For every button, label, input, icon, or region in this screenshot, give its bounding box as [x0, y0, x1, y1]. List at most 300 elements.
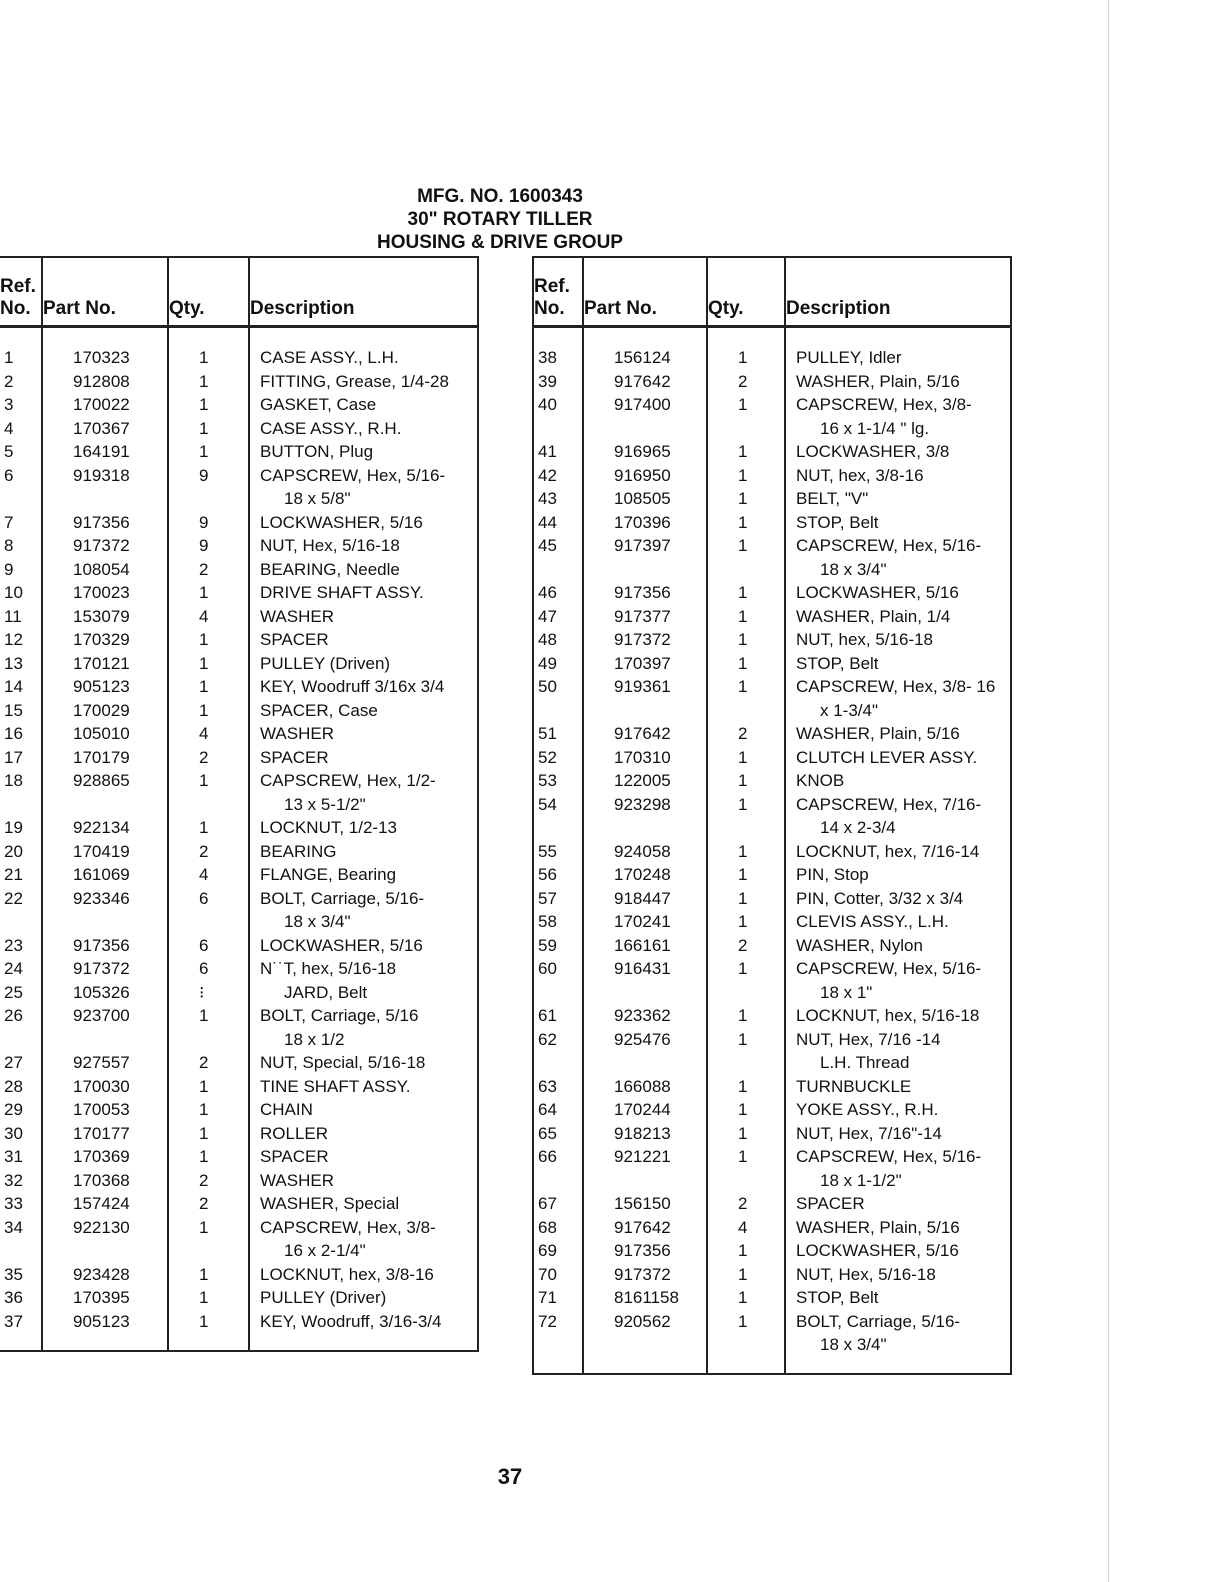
quantity: 1 [707, 327, 785, 370]
description: DRIVE SHAFT ASSY. [249, 581, 478, 605]
quantity: 2 [168, 746, 249, 770]
description: WASHER [249, 722, 478, 746]
ref-number: 26 [0, 1004, 42, 1028]
quantity: 1 [707, 863, 785, 887]
quantity [168, 1239, 249, 1263]
quantity: 2 [707, 1192, 785, 1216]
part-number [42, 487, 168, 511]
part-number [583, 981, 707, 1005]
quantity: 9 [168, 464, 249, 488]
table-row [533, 675, 1011, 699]
part-number: 922134 [42, 816, 168, 840]
quantity [707, 417, 785, 441]
col-header-part: Part No. [583, 257, 707, 327]
description: SPACER [249, 746, 478, 770]
description: FITTING, Grease, 1/4-28 [249, 370, 478, 394]
description: 18 x 1/2 [249, 1028, 478, 1052]
description: KNOB [785, 769, 1011, 793]
quantity: 1 [707, 1028, 785, 1052]
ref-number: 71 [533, 1286, 583, 1310]
ref-number: 2 [0, 370, 42, 394]
table-row [0, 1028, 478, 1052]
description: LOCKWASHER, 5/16 [785, 581, 1011, 605]
table-row [533, 1028, 1011, 1052]
quantity: 2 [707, 370, 785, 394]
quantity: ⁝ [168, 981, 249, 1005]
description: x 1-3/4" [785, 699, 1011, 723]
part-number: 170241 [583, 910, 707, 934]
description: CAPSCREW, Hex, 7/16- [785, 793, 1011, 817]
table-row [533, 910, 1011, 934]
ref-number: 32 [0, 1169, 42, 1193]
part-number: 156150 [583, 1192, 707, 1216]
description: TINE SHAFT ASSY. [249, 1075, 478, 1099]
part-number [583, 1051, 707, 1075]
part-number [583, 417, 707, 441]
description: CASE ASSY., L.H. [249, 327, 478, 370]
ref-number: 58 [533, 910, 583, 934]
part-number [583, 1169, 707, 1193]
table-row [533, 417, 1011, 441]
table-row [0, 1216, 478, 1240]
part-number: 156124 [583, 327, 707, 370]
ref-number: 46 [533, 581, 583, 605]
description: CAPSCREW, Hex, 5/16- [785, 1145, 1011, 1169]
part-number: 920562 [583, 1310, 707, 1334]
ref-number: 22 [0, 887, 42, 911]
quantity: 1 [707, 487, 785, 511]
quantity: 2 [707, 722, 785, 746]
description: SPACER, Case [249, 699, 478, 723]
part-number: 105010 [42, 722, 168, 746]
description: BELT, "V" [785, 487, 1011, 511]
ref-number: 51 [533, 722, 583, 746]
ref-number: 69 [533, 1239, 583, 1263]
ref-number: 18 [0, 769, 42, 793]
ref-number: 41 [533, 440, 583, 464]
quantity: 1 [168, 1098, 249, 1122]
quantity: 1 [707, 1310, 785, 1334]
quantity: 1 [168, 1075, 249, 1099]
quantity: 1 [707, 840, 785, 864]
table-row [533, 887, 1011, 911]
table-row [0, 581, 478, 605]
part-number: 905123 [42, 1310, 168, 1351]
description: SPACER [249, 1145, 478, 1169]
description: BEARING [249, 840, 478, 864]
ref-number: 7 [0, 511, 42, 535]
col-header-ref-text: Ref. No. [534, 276, 570, 319]
table-row [0, 1169, 478, 1193]
description: 14 x 2-3/4 [785, 816, 1011, 840]
ref-number: 64 [533, 1098, 583, 1122]
description: 18 x 3/4" [249, 910, 478, 934]
ref-number: 61 [533, 1004, 583, 1028]
quantity: 4 [707, 1216, 785, 1240]
quantity: 1 [707, 1286, 785, 1310]
quantity: 2 [168, 840, 249, 864]
ref-number [533, 1169, 583, 1193]
part-number: 170395 [42, 1286, 168, 1310]
part-number: 170023 [42, 581, 168, 605]
description: LOCKNUT, 1/2-13 [249, 816, 478, 840]
table-row [0, 769, 478, 793]
description: BOLT, Carriage, 5/16 [249, 1004, 478, 1028]
table-row [533, 840, 1011, 864]
part-number [42, 793, 168, 817]
table-row [0, 370, 478, 394]
ref-number: 42 [533, 464, 583, 488]
quantity: 1 [707, 675, 785, 699]
description: CAPSCREW, Hex, 5/16- [249, 464, 478, 488]
part-number: 916950 [583, 464, 707, 488]
table-row [533, 769, 1011, 793]
part-number: 161069 [42, 863, 168, 887]
table-row [0, 534, 478, 558]
description: STOP, Belt [785, 1286, 1011, 1310]
quantity: 1 [707, 887, 785, 911]
description: WASHER, Plain, 5/16 [785, 722, 1011, 746]
quantity: 1 [707, 1075, 785, 1099]
table-row [533, 440, 1011, 464]
ref-number: 1 [0, 327, 42, 370]
description: CLUTCH LEVER ASSY. [785, 746, 1011, 770]
quantity: 1 [707, 393, 785, 417]
quantity: 1 [168, 628, 249, 652]
ref-number: 54 [533, 793, 583, 817]
table-row [0, 1075, 478, 1099]
ref-number: 5 [0, 440, 42, 464]
ref-number: 50 [533, 675, 583, 699]
ref-number: 65 [533, 1122, 583, 1146]
part-number: 923298 [583, 793, 707, 817]
table-row [533, 793, 1011, 817]
part-number: 912808 [42, 370, 168, 394]
part-number [583, 558, 707, 582]
part-number: 170368 [42, 1169, 168, 1193]
part-number: 170369 [42, 1145, 168, 1169]
ref-number [533, 1051, 583, 1075]
quantity: 6 [168, 957, 249, 981]
description: PIN, Cotter, 3/32 x 3/4 [785, 887, 1011, 911]
description: KEY, Woodruff 3/16x 3/4 [249, 675, 478, 699]
ref-number: 63 [533, 1075, 583, 1099]
ref-number: 60 [533, 957, 583, 981]
part-number: 917356 [583, 581, 707, 605]
table-row [533, 1263, 1011, 1287]
ref-number: 36 [0, 1286, 42, 1310]
part-number: 917356 [42, 511, 168, 535]
part-number: 917356 [583, 1239, 707, 1263]
table-row [0, 1263, 478, 1287]
ref-number: 72 [533, 1310, 583, 1334]
part-number [583, 1333, 707, 1374]
quantity: 1 [168, 370, 249, 394]
ref-number: 21 [0, 863, 42, 887]
part-number: 108054 [42, 558, 168, 582]
part-number [42, 1028, 168, 1052]
part-number: 917642 [583, 1216, 707, 1240]
table-row [0, 840, 478, 864]
part-number: 917642 [583, 370, 707, 394]
part-number: 170244 [583, 1098, 707, 1122]
ref-number: 3 [0, 393, 42, 417]
table-row [533, 816, 1011, 840]
col-header-ref [0, 257, 42, 327]
table-row [533, 327, 1011, 370]
table-row [0, 1192, 478, 1216]
part-number: 170030 [42, 1075, 168, 1099]
ref-number: 59 [533, 934, 583, 958]
part-number: 170329 [42, 628, 168, 652]
description: WASHER, Plain, 1/4 [785, 605, 1011, 629]
part-number: 170396 [583, 511, 707, 535]
description: 18 x 1" [785, 981, 1011, 1005]
table-row [0, 722, 478, 746]
ref-number: 70 [533, 1263, 583, 1287]
part-number: 170029 [42, 699, 168, 723]
quantity [707, 1169, 785, 1193]
table-row [0, 981, 478, 1005]
description: LOCKNUT, hex, 7/16-14 [785, 840, 1011, 864]
ref-number: 15 [0, 699, 42, 723]
description: LOCKNUT, hex, 5/16-18 [785, 1004, 1011, 1028]
ref-number: 16 [0, 722, 42, 746]
ref-number: 17 [0, 746, 42, 770]
description: WASHER, Plain, 5/16 [785, 1216, 1011, 1240]
description: CAPSCREW, Hex, 3/8- 16 [785, 675, 1011, 699]
table-row [533, 981, 1011, 1005]
quantity: 6 [168, 887, 249, 911]
ref-number: 62 [533, 1028, 583, 1052]
table-row [533, 511, 1011, 535]
table-row [0, 1145, 478, 1169]
description: JARD, Belt [249, 981, 478, 1005]
parts-table-right [532, 256, 1012, 1375]
quantity: 1 [168, 1216, 249, 1240]
col-header-ref [533, 257, 583, 327]
quantity: 1 [707, 1122, 785, 1146]
ref-number [0, 1028, 42, 1052]
description: PIN, Stop [785, 863, 1011, 887]
part-number: 170121 [42, 652, 168, 676]
table-row [533, 1286, 1011, 1310]
quantity [168, 793, 249, 817]
part-number: 928865 [42, 769, 168, 793]
table-row [533, 1004, 1011, 1028]
ref-number [0, 793, 42, 817]
quantity: 1 [707, 1239, 785, 1263]
ref-number: 48 [533, 628, 583, 652]
ref-number: 39 [533, 370, 583, 394]
ref-number: 35 [0, 1263, 42, 1287]
table-row [533, 957, 1011, 981]
description: 18 x 3/4" [785, 558, 1011, 582]
part-number: 925476 [583, 1028, 707, 1052]
description: NUT, hex, 3/8-16 [785, 464, 1011, 488]
quantity: 1 [168, 816, 249, 840]
description: BOLT, Carriage, 5/16- [249, 887, 478, 911]
quantity: 1 [707, 1098, 785, 1122]
part-number: 918213 [583, 1122, 707, 1146]
part-number: 917372 [583, 628, 707, 652]
quantity: 1 [707, 440, 785, 464]
table-row [533, 1075, 1011, 1099]
ref-number [533, 699, 583, 723]
quantity: 9 [168, 534, 249, 558]
quantity: 2 [707, 934, 785, 958]
description: CAPSCREW, Hex, 3/8- [249, 1216, 478, 1240]
ref-number: 6 [0, 464, 42, 488]
ref-number: 8 [0, 534, 42, 558]
ref-number: 67 [533, 1192, 583, 1216]
description: CAPSCREW, Hex, 5/16- [785, 957, 1011, 981]
table-row [533, 1239, 1011, 1263]
description: BUTTON, Plug [249, 440, 478, 464]
part-number: 170323 [42, 327, 168, 370]
quantity: 1 [707, 793, 785, 817]
table-row [533, 464, 1011, 488]
table-row [533, 1216, 1011, 1240]
quantity: 1 [707, 464, 785, 488]
description: BOLT, Carriage, 5/16- [785, 1310, 1011, 1334]
quantity [707, 981, 785, 1005]
quantity: 1 [168, 769, 249, 793]
page-number: 37 [497, 1464, 523, 1489]
ref-number: 31 [0, 1145, 42, 1169]
table-row [0, 957, 478, 981]
quantity [168, 910, 249, 934]
quantity: 1 [168, 1122, 249, 1146]
col-header-part: Part No. [42, 257, 168, 327]
col-header-desc: Description [249, 257, 478, 327]
page-edge-rule [1108, 0, 1109, 1582]
part-number: 917372 [583, 1263, 707, 1287]
ref-number: 47 [533, 605, 583, 629]
ref-number: 37 [0, 1310, 42, 1351]
quantity [707, 816, 785, 840]
ref-number: 38 [533, 327, 583, 370]
table-row [0, 1239, 478, 1263]
part-number: 164191 [42, 440, 168, 464]
part-number [42, 1239, 168, 1263]
quantity: 1 [707, 746, 785, 770]
description: 18 x 5/8" [249, 487, 478, 511]
description: NUT, Special, 5/16-18 [249, 1051, 478, 1075]
quantity: 1 [707, 605, 785, 629]
description: CASE ASSY., R.H. [249, 417, 478, 441]
table-row [533, 1333, 1011, 1374]
table-row [533, 558, 1011, 582]
ref-number: 44 [533, 511, 583, 535]
quantity: 1 [168, 1004, 249, 1028]
description: ROLLER [249, 1122, 478, 1146]
part-number: 170367 [42, 417, 168, 441]
ref-number: 34 [0, 1216, 42, 1240]
table-row [533, 1122, 1011, 1146]
description: L.H. Thread [785, 1051, 1011, 1075]
description: N˙˙T, hex, 5/16-18 [249, 957, 478, 981]
table-row [0, 934, 478, 958]
ref-number: 33 [0, 1192, 42, 1216]
ref-number: 20 [0, 840, 42, 864]
quantity: 1 [707, 1263, 785, 1287]
table-row [0, 793, 478, 817]
table-row [533, 1051, 1011, 1075]
description: SPACER [249, 628, 478, 652]
table-row [533, 628, 1011, 652]
part-number: 923346 [42, 887, 168, 911]
ref-number: 49 [533, 652, 583, 676]
description: NUT, Hex, 5/16-18 [785, 1263, 1011, 1287]
quantity: 1 [168, 393, 249, 417]
table-row [0, 511, 478, 535]
part-number: 923362 [583, 1004, 707, 1028]
ref-number: 66 [533, 1145, 583, 1169]
table-row [0, 558, 478, 582]
col-header-qty: Qty. [168, 257, 249, 327]
table-row [0, 1051, 478, 1075]
quantity: 1 [707, 534, 785, 558]
quantity: 9 [168, 511, 249, 535]
ref-number [0, 1239, 42, 1263]
ref-number: 14 [0, 675, 42, 699]
description: 16 x 1-1/4 " lg. [785, 417, 1011, 441]
ref-number: 19 [0, 816, 42, 840]
table-row [0, 440, 478, 464]
quantity: 1 [168, 1263, 249, 1287]
description: GASKET, Case [249, 393, 478, 417]
description: WASHER [249, 605, 478, 629]
quantity: 2 [168, 558, 249, 582]
part-number: 170179 [42, 746, 168, 770]
description: FLANGE, Bearing [249, 863, 478, 887]
ref-number: 9 [0, 558, 42, 582]
table-row [0, 628, 478, 652]
ref-number: 10 [0, 581, 42, 605]
quantity: 1 [168, 417, 249, 441]
ref-number: 29 [0, 1098, 42, 1122]
ref-number: 53 [533, 769, 583, 793]
part-number [583, 699, 707, 723]
table-row [533, 1310, 1011, 1334]
table-row [533, 605, 1011, 629]
ref-number: 30 [0, 1122, 42, 1146]
table-row [0, 1098, 478, 1122]
ref-number: 28 [0, 1075, 42, 1099]
ref-number: 55 [533, 840, 583, 864]
part-number: 921221 [583, 1145, 707, 1169]
description: STOP, Belt [785, 511, 1011, 535]
table-row [533, 370, 1011, 394]
quantity: 4 [168, 722, 249, 746]
quantity: 1 [707, 511, 785, 535]
part-number: 916965 [583, 440, 707, 464]
ref-number: 52 [533, 746, 583, 770]
description: WASHER, Special [249, 1192, 478, 1216]
part-number: 927557 [42, 1051, 168, 1075]
description: NUT, Hex, 5/16-18 [249, 534, 478, 558]
col-header-qty: Qty. [707, 257, 785, 327]
col-header-ref-text: Ref. No. [0, 276, 36, 319]
table-row [0, 464, 478, 488]
part-number: 122005 [583, 769, 707, 793]
part-number: 923700 [42, 1004, 168, 1028]
part-number: 917356 [42, 934, 168, 958]
quantity: 1 [168, 327, 249, 370]
part-number: 917642 [583, 722, 707, 746]
description: CAPSCREW, Hex, 3/8- [785, 393, 1011, 417]
